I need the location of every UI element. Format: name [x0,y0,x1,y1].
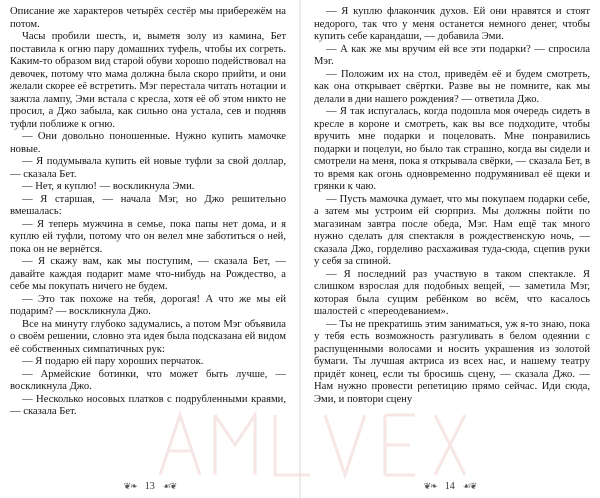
ornament-right-icon: ☙❦ [462,481,477,491]
page-number: 14 [444,481,455,492]
paragraph: — Я старшая, — начала Мэг, но Джо решительно вмешалась: [10,193,286,217]
paragraph: — Это так похоже на тебя, дорогая! А что же мы ей подарим? — воскликнула Джо. [10,293,286,317]
paragraph: — Ты не прекратишь этим заниматься, уж я-то знаю, пока у тебя есть возможность разгуливать в белом одеянии с распущенными волосами и носить украшения из золотой бумаги. Ты лучшая актриса из всех нас, и нашему театру придёт конец, если ты бросишь сцену, — сказала Джо. — Нам нужно провести репетицию прямо сейчас. Иди сюда, Эми, и повтори сцену [314,318,590,405]
paragraph: — А как же мы вручим ей все эти подарки? — спросила Мэг. [314,43,590,67]
paragraph: — Я подарю ей пару хороших перчаток. [22,356,204,367]
page-number: 13 [144,481,155,492]
ornament-left-icon: ❦❧ [423,481,437,491]
paragraph: — Несколько носовых платков с подрубленными краями, — сказала Бет. [10,393,286,417]
right-page-text [314,6,590,406]
paragraph: — Я куплю флакончик духов. Ей они нравятся и стоят недорого, так что у меня останется немного денег, чтобы купить себе карандаши, — добавила Эми. [314,6,590,42]
ornament-right-icon: ☙❦ [162,481,177,491]
right-page [300,0,600,498]
paragraph: — Я подумывала купить ей новые туфли за свой доллар, — сказала Бет. [10,156,286,180]
paragraph: — Я теперь мужчина в семье, пока папы нет дома, и я куплю ей туфли, потому что он велел мне заботиться о ней, пока он не вернётся. [10,218,286,255]
paragraph: — Нет, я куплю! — воскликнула Эми. [22,181,195,192]
paragraph: Часы пробили шесть, и, выметя золу из камина, Бет поставила к огню пару домашних туфель, чтобы их согреть. Каким-то образом вид старой обуви хорошо подействовал на девочек, потому что мама должна была скоро прийти, и они желали скорее её встретить. Мэг перестала читать нотации и зажгла лампу, Эми встала с кресла, хотя её об этом никто не просил, а Джо забыла, как сильно она устала, сев и подняв туфли поближе к огню. [10,31,286,130]
paragraph: — Положим их на стол, приведём её и будем смотреть, как она открывает свёртки. Разве вы не помните, как мы делали в дни нашего рождения? — ответила Джо. [314,68,590,105]
paragraph: — Пусть мамочка думает, что мы покупаем подарки себе, а затем мы устроим ей сюрприз. Мы должны пойти по магазинам завтра после обеда, Мэг. Нам ещё так много нужно сделать для спектакля в рождественскую ночь, — сказала Джо, гордeливо расхаживая туда-сюда, сцепив руки у себя за спиной. [314,193,590,267]
paragraph: — Армейские ботинки, что может быть лучше, — воскликнула Джо. [10,368,286,392]
paragraph: — Я так испугалась, когда подошла моя очередь сидеть в кресле в короне и смотреть, как вы все подходите, чтобы вручить мне подарки и поцеловать. Мне понравились подарки и поцелуи, но было так страшно, когда вы сидели и смотрели на меня, пока я открывала свёрки, — сказала Бет, в то время как огонь одновременно подрумянивал её щеки и грянки к чаю. [314,106,590,192]
book-gutter [299,0,301,498]
paragraph: Описание же характеров четырёх сестёр мы прибережём на потом. [10,6,286,30]
paragraph: — Они довольно поношенные. Нужно купить мамочке новые. [10,131,286,155]
left-page-text [10,6,286,419]
paragraph: — Я скажу вам, как мы поступим, — сказала Бет, — давайте каждая подарит маме что-нибудь на Рождество, а себе мы покупать ничего не будем. [10,256,286,292]
page-footer [300,481,600,492]
page-footer [0,481,300,492]
paragraph: Все на минуту глубоко задумались, а потом Мэг объявила о своём решении, словно эта идея была подсказана ей видом её собственных симпатичных рук: [10,318,286,355]
paragraph: — Я последний раз участвую в таком спектакле. Я слишком взрослая для подобных вещей, — заметила Мэг, которая была сущим ребёнком во всём, что касалось шалостей с «переодеванием». [314,268,590,317]
ornament-left-icon: ❦❧ [123,481,137,491]
